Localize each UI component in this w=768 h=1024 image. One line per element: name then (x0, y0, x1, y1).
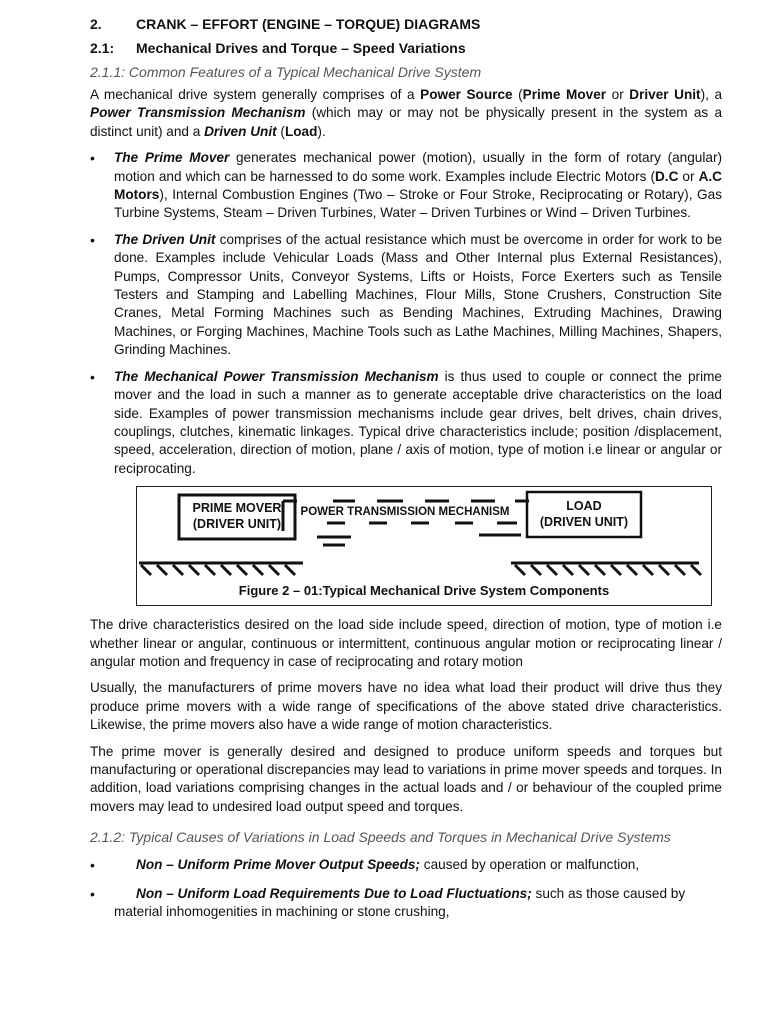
document-page (90, 16, 722, 929)
hatch-marks (141, 565, 701, 575)
list-item-prime-mover: • The Prime Mover generates mechanical power (motion), usually in the form of rotary (angular) motion and which can be harnessed to do some work. Examples include Electric Motors (D.C or A.C Motors), Internal Combustion Engines (Two – Stroke or Four Stroke, Reciprocating or Rotary), Gas Turbine Systems, Steam – Driven Turbines, Water – Driven Turbines or Wind – Driven Turbines. (90, 149, 722, 223)
chapter-number: 2. (90, 16, 102, 32)
paragraph-drive-characteristics: The drive characteristics desired on the load side include speed, direction of motion, type of motion i.e whether linear or angular, continuous or intermittent, continuous angular motion or reciprocating linear / angular motion and frequency in case of reciprocating and rotary motion (90, 617, 722, 669)
mechanism-label: POWER TRANSMISSION MECHANISM (300, 506, 510, 519)
paragraph-prime-mover-variations: The prime mover is generally desired and designed to produce uniform speeds and torques but manufacturing or operational discrepancies may lead to variations in prime mover speeds and torques. In addition, load variations comprising changes in the actual loads and / or behaviour of the coupled prime movers may lead to undesired load output speed and torques. (90, 743, 722, 814)
list-item-cause-2: • Non – Uniform Load Requirements Due to Load Fluctuations; such as those caused by material inhomogenities in machining or stone crushing, (90, 885, 722, 922)
intro-paragraph: A mechanical drive system generally comprises of a Power Source (Prime Mover or Driver Unit), a Power Transmission Mechanism (which may or may not be physically present in the system as a distinct unit) and a Driven Unit (Load). (90, 87, 723, 139)
chapter-heading (90, 16, 722, 32)
section-title: Mechanical Drives and Torque – Speed Variations (136, 40, 466, 56)
paragraph-manufacturers: Usually, the manufacturers of prime movers have no idea what load their product will drive thus they produce prime movers with a wide range of specifications of the above stated drive characteristics. Likewise, the prime movers also have a wide range of motion characteristics. (90, 680, 722, 733)
figure-caption: Figure 2 – 01:Typical Mechanical Drive System Components (238, 583, 610, 599)
section-heading (90, 40, 722, 56)
load-label: LOAD (DRIVEN UNIT) (539, 499, 629, 530)
list-item-transmission: • The Mechanical Power Transmission Mechanism is thus used to couple or connect the prime mover and the load in such a manner as to generate acceptable drive characteristics on the load side. Examples of power transmission mechanisms include gear drives, belt drives, chain drives, couplings, clutches, kinematic linkages. Typical drive characteristics include; position /displacement, speed, acceleration, direction of motion, plane / axis of motion, type of motion i.e linear or angular or reciprocating. (90, 368, 722, 478)
list-item-cause-1: • Non – Uniform Prime Mover Output Speeds; caused by operation or malfunction, (90, 856, 722, 874)
drive-system-figure (136, 486, 712, 606)
subsection-heading-2: 2.1.2: Typical Causes of Variations in Load Speeds and Torques in Mechanical Drive Systems (90, 829, 671, 846)
components-list (90, 149, 722, 478)
causes-list (90, 856, 722, 921)
prime-mover-label: PRIME MOVER (DRIVER UNIT) (192, 501, 282, 532)
subsection-heading-1: 2.1.1: Common Features of a Typical Mechanical Drive System (90, 64, 482, 80)
chapter-title: CRANK – EFFORT (ENGINE – TORQUE) DIAGRAMS (136, 16, 481, 32)
list-item-driven-unit: • The Driven Unit comprises of the actual resistance which must be overcome in order for work to be done. Examples include Vehicular Loads (Mass and Other Internal plus External Resistances), Pumps, Compressor Units, Conveyor Systems, Lifts or Hoists, Force Exerters such as Tensile Testers and Stamping and Labelling Machines, Flour Mills, Stone Crushers, Construction Site Cranes, Metal Forming Machines such as Bending Machines, Extruding Machines, Drawing Machines, or Forging Machines, Machine Tools such as Lathe Machines, Milling Machines, Shapers, Grinding Machines. (90, 231, 722, 360)
section-number: 2.1: (90, 40, 115, 56)
